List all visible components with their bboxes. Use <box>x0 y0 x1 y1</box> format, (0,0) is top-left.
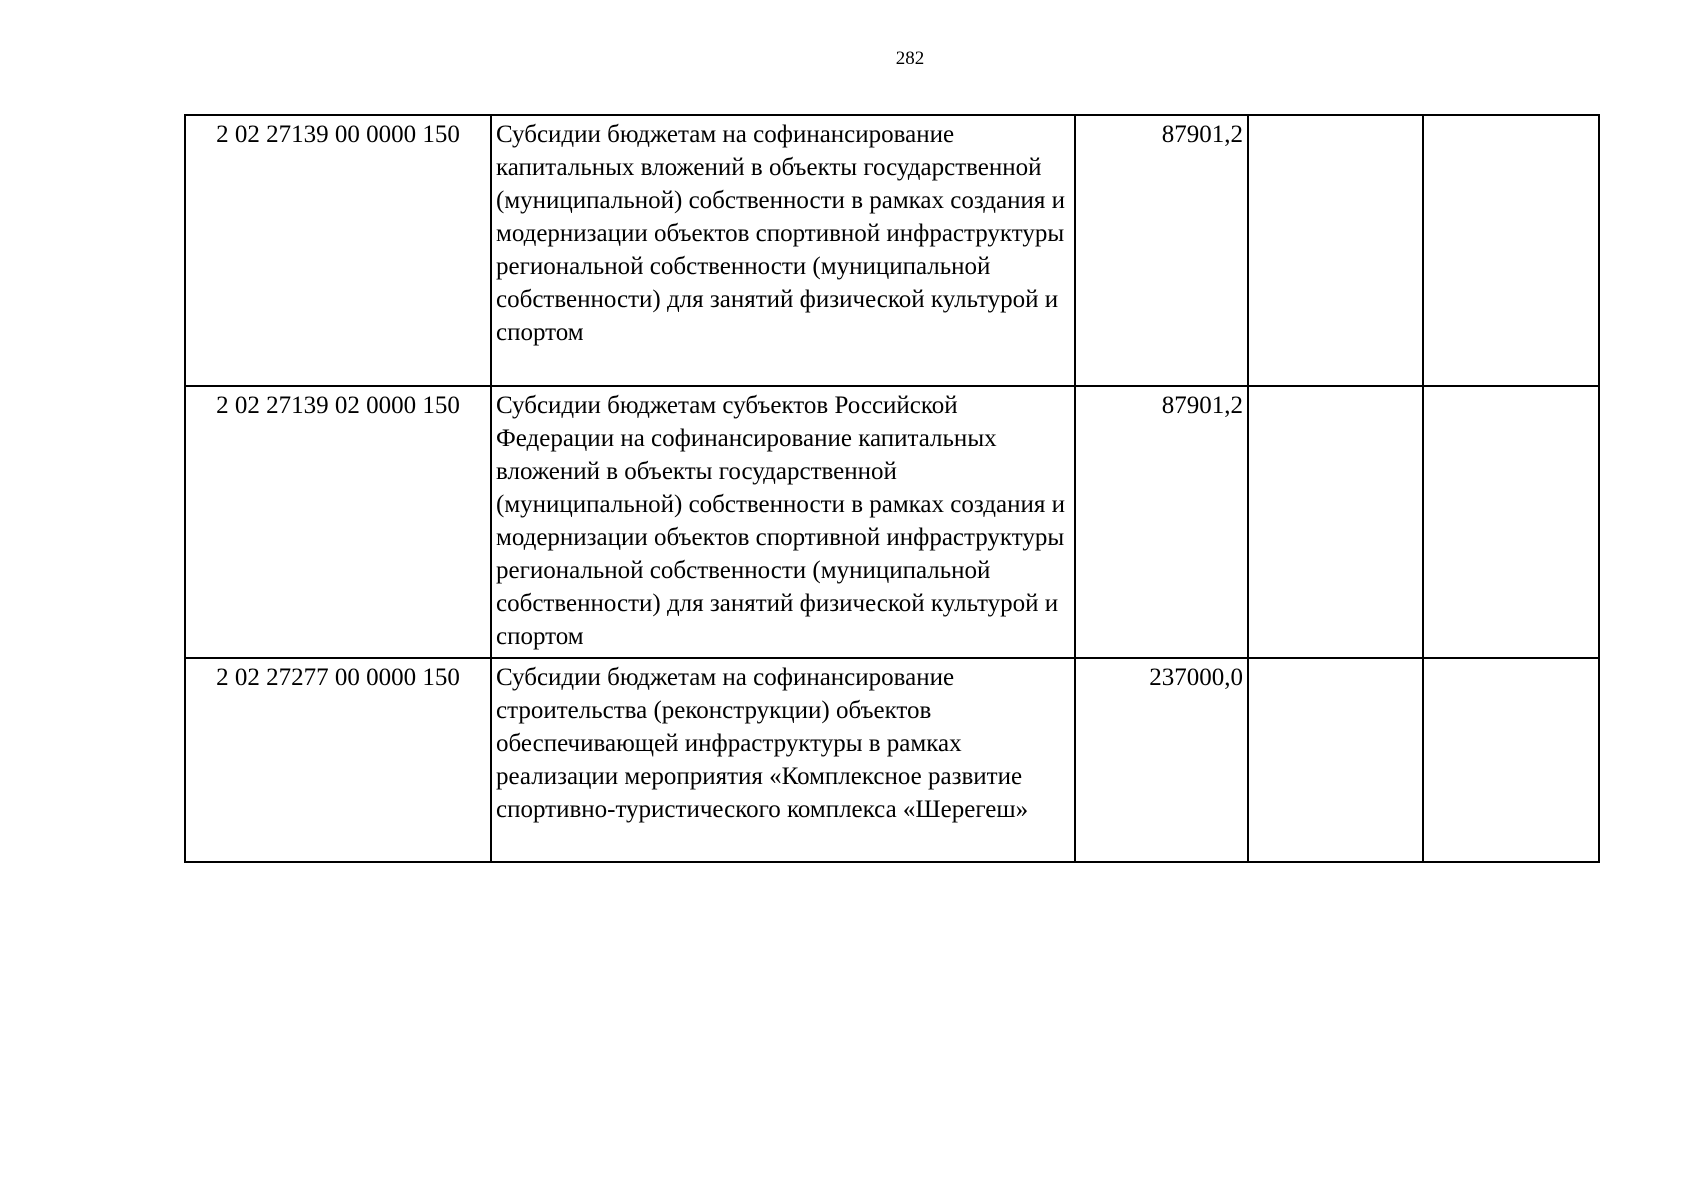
page-number: 282 <box>895 48 925 69</box>
budget-code-cell: 2 02 27277 00 0000 150 <box>185 658 491 862</box>
empty-amount-cell-2 <box>1423 115 1599 386</box>
empty-amount-cell-1 <box>1248 658 1423 862</box>
table-row <box>185 386 1599 658</box>
income-name-cell: Субсидии бюджетам субъектов Российской Федерации на софинансирование капитальных вложений в объекты государственной (муниципальной) собственности в рамках создания и модернизации объектов спортивной инфраструктуры региональной собственности (муниципальной собственности) для занятий физической культурой и спортом <box>491 386 1075 658</box>
income-name-cell: Субсидии бюджетам на софинансирование строительства (реконструкции) объектов обеспечивающей инфраструктуры в рамках реализации мероприятия «Комплексное развитие спортивно-туристического комплекса «Шерегеш» <box>491 658 1075 862</box>
budget-code-cell: 2 02 27139 02 0000 150 <box>185 386 491 658</box>
table-row <box>185 658 1599 862</box>
empty-amount-cell-1 <box>1248 386 1423 658</box>
empty-amount-cell-2 <box>1423 658 1599 862</box>
amount-cell: 237000,0 <box>1075 658 1248 862</box>
empty-amount-cell-1 <box>1248 115 1423 386</box>
income-name-cell: Субсидии бюджетам на софинансирование капитальных вложений в объекты государственной (муниципальной) собственности в рамках создания и модернизации объектов спортивной инфраструктуры региональной собственности (муниципальной собственности) для занятий физической культурой и спортом <box>491 115 1075 386</box>
empty-amount-cell-2 <box>1423 386 1599 658</box>
amount-cell: 87901,2 <box>1075 386 1248 658</box>
budget-table <box>184 114 1600 863</box>
budget-code-cell: 2 02 27139 00 0000 150 <box>185 115 491 386</box>
table-row <box>185 115 1599 386</box>
amount-cell: 87901,2 <box>1075 115 1248 386</box>
